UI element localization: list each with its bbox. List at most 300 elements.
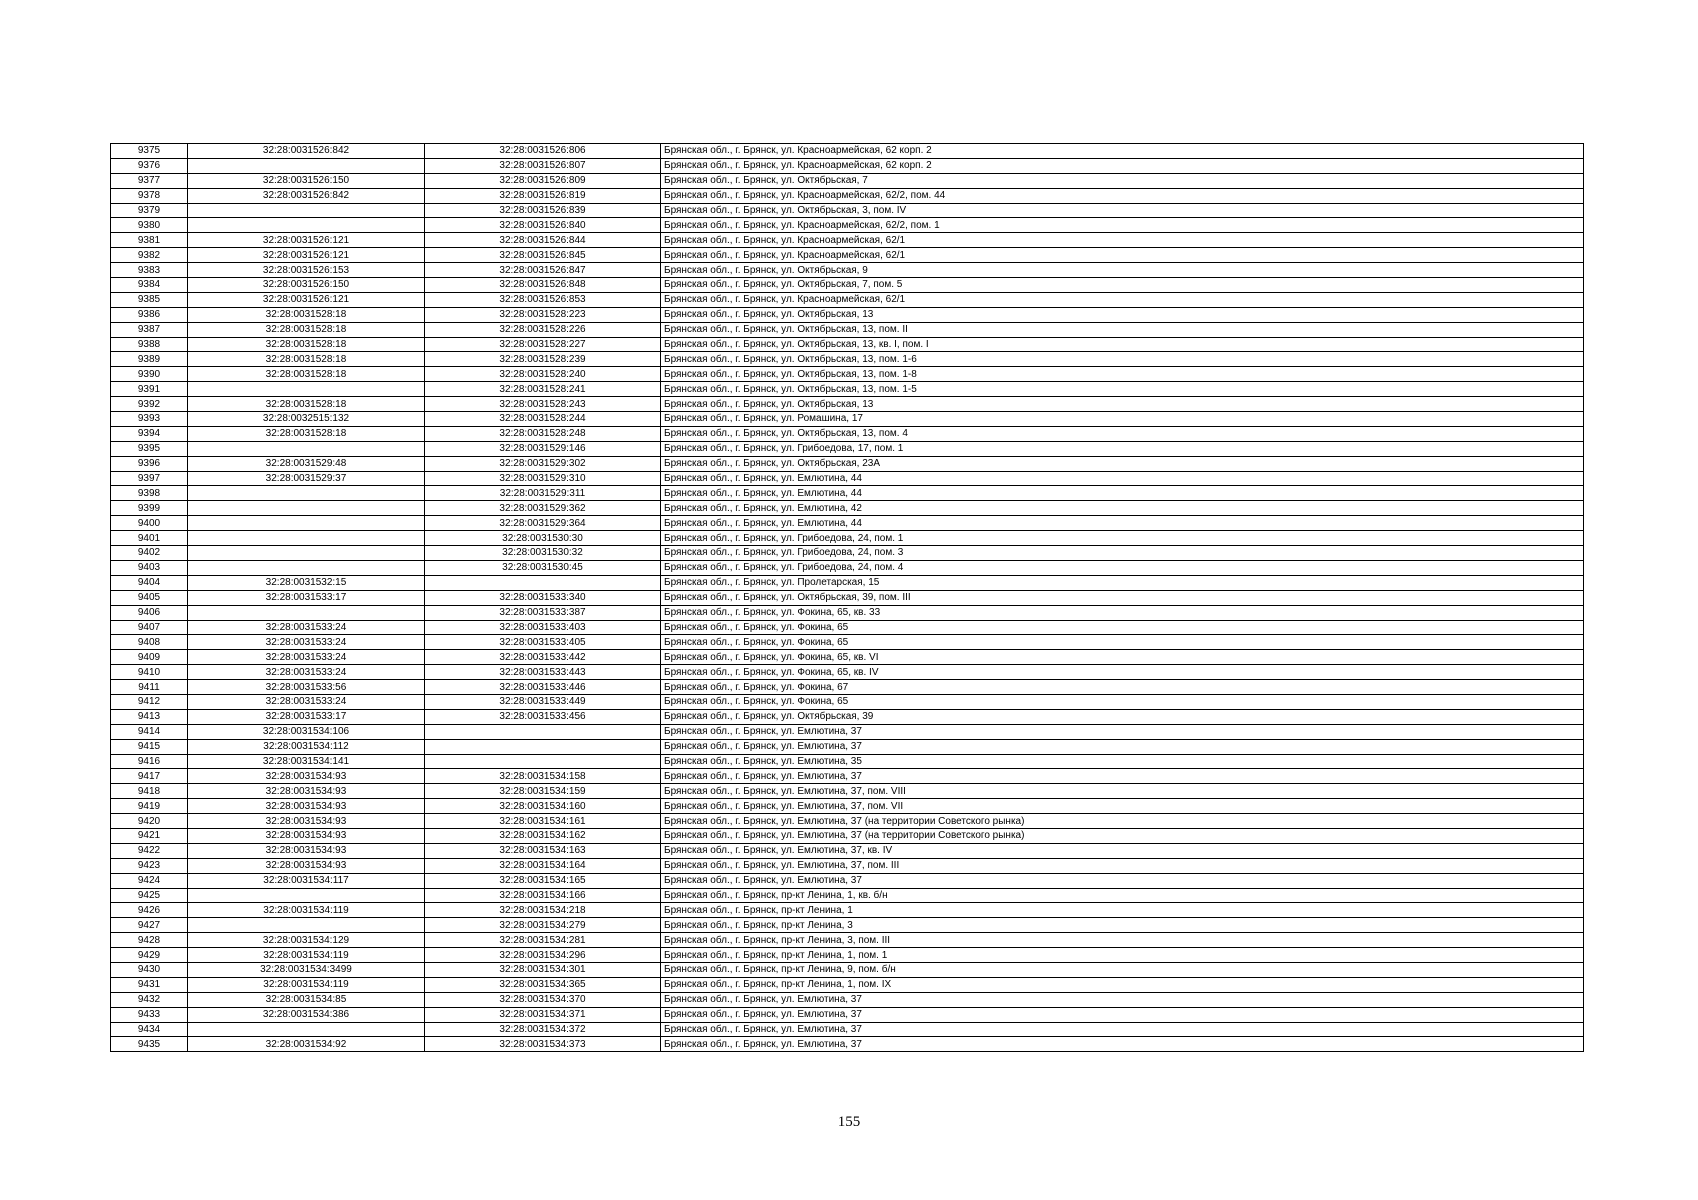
table-row	[111, 724, 1584, 739]
parcel-number-cell: 32:28:0031534:119	[188, 977, 425, 992]
address-cell: Брянская обл., г. Брянск, ул. Октябрьская, 13, кв. I, пом. I	[661, 337, 1584, 352]
address-cell: Брянская обл., г. Брянск, ул. Емлютина, 44	[661, 471, 1584, 486]
table-row	[111, 203, 1584, 218]
row-number-cell: 9434	[111, 1022, 188, 1037]
parcel-number-cell: 32:28:0031533:56	[188, 680, 425, 695]
table-row	[111, 188, 1584, 203]
object-number-cell: 32:28:0031533:442	[425, 650, 661, 665]
row-number-cell: 9394	[111, 426, 188, 441]
row-number-cell: 9402	[111, 546, 188, 561]
object-number-cell: 32:28:0031533:340	[425, 590, 661, 605]
parcel-number-cell: 32:28:0031534:93	[188, 784, 425, 799]
row-number-cell: 9404	[111, 575, 188, 590]
table-row	[111, 977, 1584, 992]
row-number-cell: 9380	[111, 218, 188, 233]
object-number-cell: 32:28:0031526:845	[425, 248, 661, 263]
row-number-cell: 9427	[111, 918, 188, 933]
address-cell: Брянская обл., г. Брянск, ул. Грибоедова, 24, пом. 3	[661, 546, 1584, 561]
address-cell: Брянская обл., г. Брянск, ул. Емлютина, 37	[661, 1007, 1584, 1022]
table-row	[111, 337, 1584, 352]
address-cell: Брянская обл., г. Брянск, пр-кт Ленина, 9, пом. б/н	[661, 962, 1584, 977]
row-number-cell: 9418	[111, 784, 188, 799]
object-number-cell: 32:28:0031534:163	[425, 843, 661, 858]
parcel-number-cell: 32:28:0031533:24	[188, 635, 425, 650]
row-number-cell: 9421	[111, 828, 188, 843]
row-number-cell: 9429	[111, 948, 188, 963]
table-row	[111, 1022, 1584, 1037]
row-number-cell: 9412	[111, 694, 188, 709]
row-number-cell: 9435	[111, 1037, 188, 1052]
address-cell: Брянская обл., г. Брянск, ул. Октябрьская, 23А	[661, 456, 1584, 471]
address-cell: Брянская обл., г. Брянск, ул. Пролетарская, 15	[661, 575, 1584, 590]
parcel-number-cell: 32:28:0031529:48	[188, 456, 425, 471]
row-number-cell: 9433	[111, 1007, 188, 1022]
table-row	[111, 248, 1584, 263]
address-cell: Брянская обл., г. Брянск, ул. Октябрьская, 39	[661, 709, 1584, 724]
address-cell: Брянская обл., г. Брянск, пр-кт Ленина, 1	[661, 903, 1584, 918]
object-number-cell: 32:28:0031526:853	[425, 292, 661, 307]
page-number: 155	[837, 1114, 861, 1130]
parcel-number-cell: 32:28:0031533:24	[188, 620, 425, 635]
object-number-cell: 32:28:0031534:279	[425, 918, 661, 933]
object-number-cell: 32:28:0031534:373	[425, 1037, 661, 1052]
table-row	[111, 575, 1584, 590]
object-number-cell: 32:28:0031529:364	[425, 516, 661, 531]
table-row	[111, 501, 1584, 516]
address-cell: Брянская обл., г. Брянск, ул. Фокина, 65, кв. VI	[661, 650, 1584, 665]
parcel-number-cell: 32:28:0031526:121	[188, 248, 425, 263]
row-number-cell: 9432	[111, 992, 188, 1007]
row-number-cell: 9431	[111, 977, 188, 992]
address-cell: Брянская обл., г. Брянск, ул. Емлютина, 37	[661, 769, 1584, 784]
row-number-cell: 9378	[111, 188, 188, 203]
address-cell: Брянская обл., г. Брянск, ул. Октябрьская, 13, пом. II	[661, 322, 1584, 337]
address-cell: Брянская обл., г. Брянск, ул. Емлютина, 37, пом. VIII	[661, 784, 1584, 799]
table-row	[111, 769, 1584, 784]
object-number-cell: 32:28:0031530:30	[425, 531, 661, 546]
table-row	[111, 933, 1584, 948]
table-row	[111, 486, 1584, 501]
row-number-cell: 9428	[111, 933, 188, 948]
table-row	[111, 665, 1584, 680]
object-number-cell: 32:28:0031533:405	[425, 635, 661, 650]
address-cell: Брянская обл., г. Брянск, ул. Емлютина, 37 (на территории Советского рынка)	[661, 828, 1584, 843]
table-row	[111, 560, 1584, 575]
address-cell: Брянская обл., г. Брянск, ул. Емлютина, 37	[661, 1037, 1584, 1052]
table-row	[111, 873, 1584, 888]
parcel-number-cell	[188, 203, 425, 218]
row-number-cell: 9420	[111, 814, 188, 829]
row-number-cell: 9382	[111, 248, 188, 263]
object-number-cell	[425, 575, 661, 590]
object-number-cell	[425, 739, 661, 754]
object-number-cell: 32:28:0031534:371	[425, 1007, 661, 1022]
address-cell: Брянская обл., г. Брянск, ул. Фокина, 67	[661, 680, 1584, 695]
address-cell: Брянская обл., г. Брянск, пр-кт Ленина, 1, пом. IX	[661, 977, 1584, 992]
address-cell: Брянская обл., г. Брянск, пр-кт Ленина, 1, пом. 1	[661, 948, 1584, 963]
row-number-cell: 9411	[111, 680, 188, 695]
object-number-cell: 32:28:0031528:226	[425, 322, 661, 337]
parcel-number-cell: 32:28:0031533:17	[188, 709, 425, 724]
object-number-cell: 32:28:0031534:218	[425, 903, 661, 918]
parcel-number-cell: 32:28:0031526:121	[188, 292, 425, 307]
row-number-cell: 9403	[111, 560, 188, 575]
table-row	[111, 531, 1584, 546]
parcel-number-cell	[188, 888, 425, 903]
table-row	[111, 144, 1584, 159]
object-number-cell: 32:28:0031526:848	[425, 278, 661, 293]
table-row	[111, 233, 1584, 248]
address-cell: Брянская обл., г. Брянск, ул. Емлютина, 37, пом. III	[661, 858, 1584, 873]
parcel-number-cell: 32:28:0031534:3499	[188, 962, 425, 977]
row-number-cell: 9398	[111, 486, 188, 501]
object-number-cell: 32:28:0031534:159	[425, 784, 661, 799]
address-cell: Брянская обл., г. Брянск, ул. Емлютина, 37	[661, 1022, 1584, 1037]
object-number-cell: 32:28:0031534:301	[425, 962, 661, 977]
row-number-cell: 9425	[111, 888, 188, 903]
parcel-number-cell	[188, 486, 425, 501]
object-number-cell: 32:28:0031526:844	[425, 233, 661, 248]
parcel-number-cell	[188, 501, 425, 516]
table-row	[111, 397, 1584, 412]
table-row	[111, 694, 1584, 709]
row-number-cell: 9377	[111, 173, 188, 188]
object-number-cell: 32:28:0031533:456	[425, 709, 661, 724]
table-row	[111, 1037, 1584, 1052]
row-number-cell: 9379	[111, 203, 188, 218]
table-row	[111, 218, 1584, 233]
address-cell: Брянская обл., г. Брянск, ул. Октябрьская, 13, пом. 1-8	[661, 367, 1584, 382]
address-cell: Брянская обл., г. Брянск, ул. Фокина, 65	[661, 620, 1584, 635]
address-cell: Брянская обл., г. Брянск, ул. Красноармейская, 62/1	[661, 233, 1584, 248]
row-number-cell: 9383	[111, 263, 188, 278]
parcel-number-cell: 32:28:0031534:93	[188, 814, 425, 829]
parcel-number-cell: 32:28:0031534:117	[188, 873, 425, 888]
parcel-number-cell	[188, 441, 425, 456]
address-cell: Брянская обл., г. Брянск, пр-кт Ленина, 3, пом. III	[661, 933, 1584, 948]
object-number-cell: 32:28:0031526:839	[425, 203, 661, 218]
address-cell: Брянская обл., г. Брянск, ул. Ромашина, 17	[661, 412, 1584, 427]
object-number-cell: 32:28:0031534:372	[425, 1022, 661, 1037]
row-number-cell: 9390	[111, 367, 188, 382]
table-row	[111, 843, 1584, 858]
row-number-cell: 9376	[111, 158, 188, 173]
table-row	[111, 888, 1584, 903]
object-number-cell: 32:28:0031534:365	[425, 977, 661, 992]
address-cell: Брянская обл., г. Брянск, ул. Красноармейская, 62 корп. 2	[661, 158, 1584, 173]
parcel-number-cell	[188, 218, 425, 233]
parcel-number-cell: 32:28:0031534:93	[188, 799, 425, 814]
row-number-cell: 9395	[111, 441, 188, 456]
parcel-number-cell: 32:28:0031534:93	[188, 843, 425, 858]
table-row	[111, 292, 1584, 307]
address-cell: Брянская обл., г. Брянск, ул. Емлютина, 37	[661, 992, 1584, 1007]
address-cell: Брянская обл., г. Брянск, ул. Октябрьская, 9	[661, 263, 1584, 278]
table-row	[111, 992, 1584, 1007]
parcel-number-cell	[188, 516, 425, 531]
address-cell: Брянская обл., г. Брянск, ул. Фокина, 65, кв. 33	[661, 605, 1584, 620]
address-cell: Брянская обл., г. Брянск, ул. Емлютина, 37	[661, 873, 1584, 888]
table-row	[111, 858, 1584, 873]
address-cell: Брянская обл., г. Брянск, ул. Октябрьская, 13, пом. 4	[661, 426, 1584, 441]
object-number-cell: 32:28:0031528:223	[425, 307, 661, 322]
parcel-number-cell: 32:28:0031534:93	[188, 858, 425, 873]
object-number-cell: 32:28:0031528:248	[425, 426, 661, 441]
table-row	[111, 754, 1584, 769]
row-number-cell: 9391	[111, 382, 188, 397]
row-number-cell: 9399	[111, 501, 188, 516]
table-row	[111, 948, 1584, 963]
parcel-number-cell: 32:28:0031534:112	[188, 739, 425, 754]
table-row	[111, 307, 1584, 322]
table-row	[111, 620, 1584, 635]
parcel-number-cell	[188, 546, 425, 561]
row-number-cell: 9410	[111, 665, 188, 680]
object-number-cell: 32:28:0031534:166	[425, 888, 661, 903]
object-number-cell: 32:28:0031529:302	[425, 456, 661, 471]
object-number-cell: 32:28:0031526:807	[425, 158, 661, 173]
parcel-number-cell: 32:28:0031528:18	[188, 322, 425, 337]
object-number-cell: 32:28:0031528:240	[425, 367, 661, 382]
table-row	[111, 605, 1584, 620]
parcel-number-cell	[188, 158, 425, 173]
parcel-number-cell: 32:28:0031533:24	[188, 665, 425, 680]
address-cell: Брянская обл., г. Брянск, ул. Емлютина, 42	[661, 501, 1584, 516]
object-number-cell: 32:28:0031529:146	[425, 441, 661, 456]
parcel-number-cell: 32:28:0031528:18	[188, 397, 425, 412]
address-cell: Брянская обл., г. Брянск, пр-кт Ленина, 1, кв. б/н	[661, 888, 1584, 903]
address-cell: Брянская обл., г. Брянск, ул. Октябрьская, 13, пом. 1-5	[661, 382, 1584, 397]
row-number-cell: 9413	[111, 709, 188, 724]
object-number-cell: 32:28:0031528:239	[425, 352, 661, 367]
table-row	[111, 799, 1584, 814]
table-row	[111, 158, 1584, 173]
parcel-number-cell: 32:28:0031534:93	[188, 769, 425, 784]
row-number-cell: 9426	[111, 903, 188, 918]
address-cell: Брянская обл., г. Брянск, ул. Грибоедова, 24, пом. 4	[661, 560, 1584, 575]
row-number-cell: 9375	[111, 144, 188, 159]
object-number-cell: 32:28:0031528:243	[425, 397, 661, 412]
object-number-cell: 32:28:0031533:443	[425, 665, 661, 680]
parcel-number-cell: 32:28:0031528:18	[188, 307, 425, 322]
row-number-cell: 9415	[111, 739, 188, 754]
table-row	[111, 471, 1584, 486]
object-number-cell: 32:28:0031534:164	[425, 858, 661, 873]
row-number-cell: 9409	[111, 650, 188, 665]
row-number-cell: 9401	[111, 531, 188, 546]
address-cell: Брянская обл., г. Брянск, пр-кт Ленина, 3	[661, 918, 1584, 933]
parcel-number-cell: 32:28:0031526:153	[188, 263, 425, 278]
address-cell: Брянская обл., г. Брянск, ул. Красноармейская, 62/1	[661, 292, 1584, 307]
address-cell: Брянская обл., г. Брянск, ул. Емлютина, 44	[661, 486, 1584, 501]
row-number-cell: 9405	[111, 590, 188, 605]
row-number-cell: 9389	[111, 352, 188, 367]
address-cell: Брянская обл., г. Брянск, ул. Емлютина, 37	[661, 724, 1584, 739]
table-row	[111, 456, 1584, 471]
object-number-cell	[425, 754, 661, 769]
table-row	[111, 322, 1584, 337]
table-row	[111, 828, 1584, 843]
object-number-cell	[425, 724, 661, 739]
address-cell: Брянская обл., г. Брянск, ул. Октябрьская, 13	[661, 397, 1584, 412]
parcel-number-cell: 32:28:0031534:141	[188, 754, 425, 769]
row-number-cell: 9381	[111, 233, 188, 248]
parcel-number-cell: 32:28:0031534:129	[188, 933, 425, 948]
parcel-number-cell	[188, 382, 425, 397]
object-number-cell: 32:28:0031526:840	[425, 218, 661, 233]
row-number-cell: 9430	[111, 962, 188, 977]
parcel-number-cell: 32:28:0031534:92	[188, 1037, 425, 1052]
address-cell: Брянская обл., г. Брянск, ул. Фокина, 65	[661, 694, 1584, 709]
address-cell: Брянская обл., г. Брянск, ул. Грибоедова, 17, пом. 1	[661, 441, 1584, 456]
address-cell: Брянская обл., г. Брянск, ул. Емлютина, 44	[661, 516, 1584, 531]
table-row	[111, 680, 1584, 695]
row-number-cell: 9396	[111, 456, 188, 471]
parcel-number-cell: 32:28:0031533:24	[188, 650, 425, 665]
object-number-cell: 32:28:0031526:847	[425, 263, 661, 278]
parcel-number-cell: 32:28:0031534:106	[188, 724, 425, 739]
parcel-number-cell: 32:28:0031528:18	[188, 367, 425, 382]
table-row	[111, 918, 1584, 933]
row-number-cell: 9392	[111, 397, 188, 412]
parcel-number-cell: 32:28:0031528:18	[188, 426, 425, 441]
row-number-cell: 9407	[111, 620, 188, 635]
object-number-cell: 32:28:0031534:370	[425, 992, 661, 1007]
object-number-cell: 32:28:0031529:310	[425, 471, 661, 486]
table-row	[111, 962, 1584, 977]
object-number-cell: 32:28:0031530:45	[425, 560, 661, 575]
table-row	[111, 590, 1584, 605]
parcel-number-cell	[188, 560, 425, 575]
object-number-cell: 32:28:0031530:32	[425, 546, 661, 561]
object-number-cell: 32:28:0031528:241	[425, 382, 661, 397]
table-row	[111, 367, 1584, 382]
row-number-cell: 9385	[111, 292, 188, 307]
row-number-cell: 9393	[111, 412, 188, 427]
table-row	[111, 352, 1584, 367]
table-row	[111, 1007, 1584, 1022]
parcel-number-cell: 32:28:0031526:150	[188, 173, 425, 188]
address-cell: Брянская обл., г. Брянск, ул. Октябрьская, 7	[661, 173, 1584, 188]
table-row	[111, 278, 1584, 293]
table-row	[111, 784, 1584, 799]
parcel-number-cell	[188, 1022, 425, 1037]
table-row	[111, 709, 1584, 724]
row-number-cell: 9423	[111, 858, 188, 873]
object-number-cell: 32:28:0031529:362	[425, 501, 661, 516]
address-cell: Брянская обл., г. Брянск, ул. Емлютина, 37 (на территории Советского рынка)	[661, 814, 1584, 829]
table-row	[111, 903, 1584, 918]
object-number-cell: 32:28:0031533:446	[425, 680, 661, 695]
parcel-number-cell: 32:28:0031526:121	[188, 233, 425, 248]
object-number-cell: 32:28:0031533:387	[425, 605, 661, 620]
object-number-cell: 32:28:0031526:806	[425, 144, 661, 159]
parcel-number-cell: 32:28:0031533:17	[188, 590, 425, 605]
table-row	[111, 441, 1584, 456]
address-cell: Брянская обл., г. Брянск, ул. Фокина, 65, кв. IV	[661, 665, 1584, 680]
row-number-cell: 9400	[111, 516, 188, 531]
object-number-cell: 32:28:0031534:158	[425, 769, 661, 784]
address-cell: Брянская обл., г. Брянск, ул. Емлютина, 37, кв. IV	[661, 843, 1584, 858]
row-number-cell: 9386	[111, 307, 188, 322]
row-number-cell: 9424	[111, 873, 188, 888]
address-cell: Брянская обл., г. Брянск, ул. Красноармейская, 62/2, пом. 44	[661, 188, 1584, 203]
address-cell: Брянская обл., г. Брянск, ул. Емлютина, 37, пом. VII	[661, 799, 1584, 814]
object-number-cell: 32:28:0031528:244	[425, 412, 661, 427]
parcel-number-cell: 32:28:0031528:18	[188, 352, 425, 367]
row-number-cell: 9408	[111, 635, 188, 650]
address-cell: Брянская обл., г. Брянск, ул. Красноармейская, 62/2, пом. 1	[661, 218, 1584, 233]
parcel-number-cell: 32:28:0031528:18	[188, 337, 425, 352]
table-row	[111, 426, 1584, 441]
row-number-cell: 9384	[111, 278, 188, 293]
object-number-cell: 32:28:0031534:281	[425, 933, 661, 948]
row-number-cell: 9414	[111, 724, 188, 739]
row-number-cell: 9416	[111, 754, 188, 769]
address-cell: Брянская обл., г. Брянск, ул. Емлютина, 37	[661, 739, 1584, 754]
parcel-number-cell: 32:28:0031534:386	[188, 1007, 425, 1022]
table-row	[111, 173, 1584, 188]
cadastral-table-body	[111, 144, 1584, 1052]
parcel-number-cell: 32:28:0031534:85	[188, 992, 425, 1007]
parcel-number-cell	[188, 605, 425, 620]
address-cell: Брянская обл., г. Брянск, ул. Красноармейская, 62 корп. 2	[661, 144, 1584, 159]
row-number-cell: 9387	[111, 322, 188, 337]
object-number-cell: 32:28:0031534:296	[425, 948, 661, 963]
parcel-number-cell: 32:28:0031532:15	[188, 575, 425, 590]
parcel-number-cell	[188, 531, 425, 546]
row-number-cell: 9419	[111, 799, 188, 814]
row-number-cell: 9422	[111, 843, 188, 858]
row-number-cell: 9417	[111, 769, 188, 784]
table-row	[111, 516, 1584, 531]
table-row	[111, 739, 1584, 754]
object-number-cell: 32:28:0031534:160	[425, 799, 661, 814]
row-number-cell: 9397	[111, 471, 188, 486]
table-row	[111, 382, 1584, 397]
object-number-cell: 32:28:0031533:449	[425, 694, 661, 709]
table-row	[111, 635, 1584, 650]
parcel-number-cell: 32:28:0031534:93	[188, 828, 425, 843]
object-number-cell: 32:28:0031533:403	[425, 620, 661, 635]
cadastral-table	[110, 143, 1584, 1052]
address-cell: Брянская обл., г. Брянск, ул. Октябрьская, 3, пом. IV	[661, 203, 1584, 218]
parcel-number-cell: 32:28:0031534:119	[188, 948, 425, 963]
parcel-number-cell: 32:28:0031526:150	[188, 278, 425, 293]
object-number-cell: 32:28:0031528:227	[425, 337, 661, 352]
object-number-cell: 32:28:0031526:809	[425, 173, 661, 188]
parcel-number-cell: 32:28:0031526:842	[188, 144, 425, 159]
address-cell: Брянская обл., г. Брянск, ул. Емлютина, 35	[661, 754, 1584, 769]
row-number-cell: 9388	[111, 337, 188, 352]
parcel-number-cell	[188, 918, 425, 933]
address-cell: Брянская обл., г. Брянск, ул. Октябрьская, 13	[661, 307, 1584, 322]
address-cell: Брянская обл., г. Брянск, ул. Грибоедова, 24, пом. 1	[661, 531, 1584, 546]
table-row	[111, 546, 1584, 561]
table-row	[111, 650, 1584, 665]
address-cell: Брянская обл., г. Брянск, ул. Октябрьская, 7, пом. 5	[661, 278, 1584, 293]
parcel-number-cell: 32:28:0032515:132	[188, 412, 425, 427]
object-number-cell: 32:28:0031526:819	[425, 188, 661, 203]
table-row	[111, 263, 1584, 278]
parcel-number-cell: 32:28:0031526:842	[188, 188, 425, 203]
parcel-number-cell: 32:28:0031529:37	[188, 471, 425, 486]
object-number-cell: 32:28:0031529:311	[425, 486, 661, 501]
address-cell: Брянская обл., г. Брянск, ул. Октябрьская, 13, пом. 1-6	[661, 352, 1584, 367]
address-cell: Брянская обл., г. Брянск, ул. Октябрьская, 39, пом. III	[661, 590, 1584, 605]
table-row	[111, 412, 1584, 427]
row-number-cell: 9406	[111, 605, 188, 620]
